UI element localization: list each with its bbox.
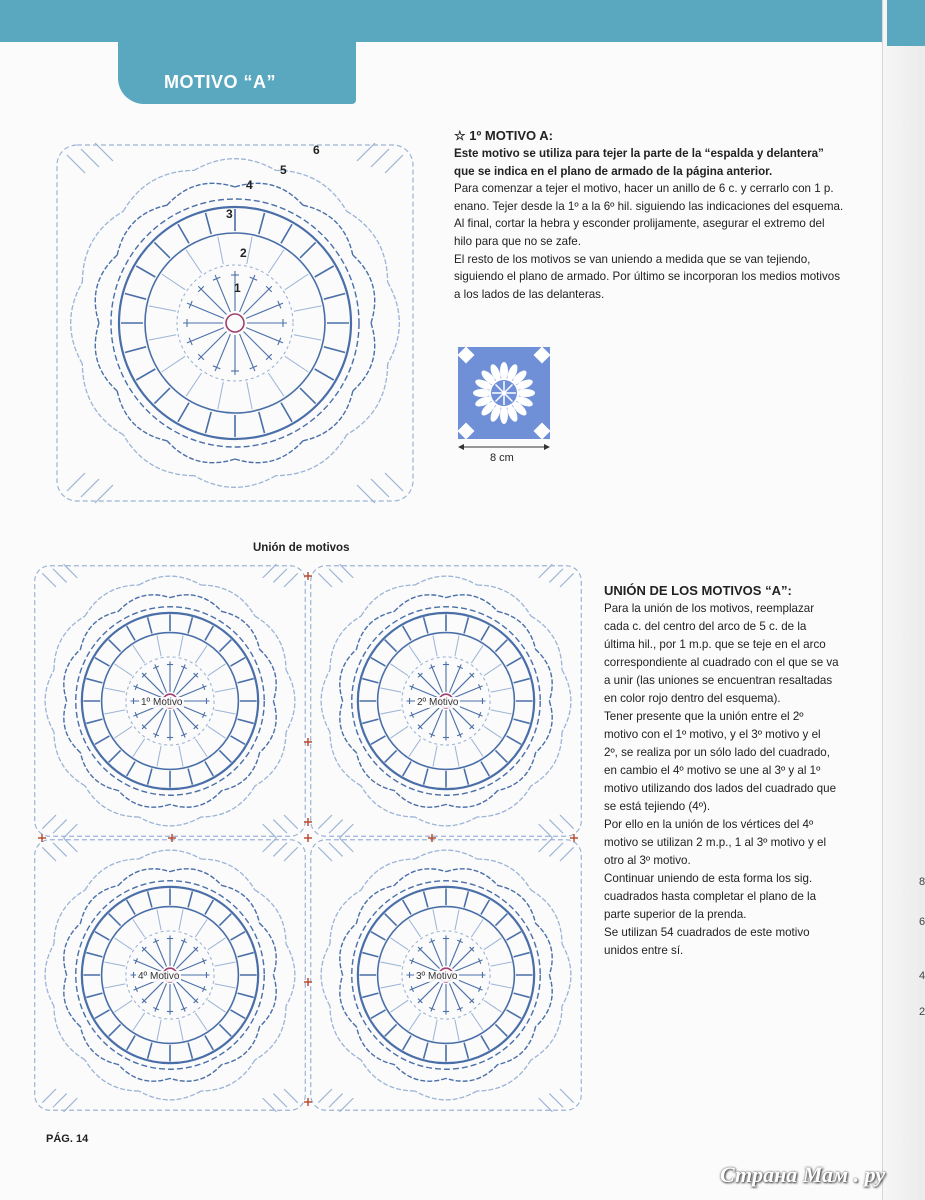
union-text [604, 600, 839, 960]
text-line: cada c. del centro del arco de 5 c. de la [604, 620, 807, 633]
text-line: motivo con el 1º motivo, y el 3º motivo y el [604, 728, 821, 741]
crochet-motif [57, 143, 413, 503]
star-icon: ☆ [454, 128, 466, 143]
round-number: 4 [246, 178, 253, 192]
edge-number: 2 [919, 1006, 925, 1018]
text-line: última hil., por 1 m.p. que se teje en el arco [604, 638, 826, 651]
swatch-dimension-line [458, 442, 550, 452]
text-line: Tener presente que la unión entre el 2º [604, 710, 804, 723]
text-line: que se indica en el plano de armado de la página anterior. [454, 164, 773, 178]
text-line: Al final, cortar la hebra y esconder prolijamente, asegurar el extremo del [454, 217, 825, 231]
next-page-band [887, 0, 925, 46]
motif-a-heading: ☆ 1º MOTIVO A: [454, 128, 553, 143]
text-line: correspondiente al cuadrado con el que se va [604, 656, 839, 669]
text-line: en color rojo dentro del esquema). [604, 692, 781, 705]
text-line: otro al 3º motivo. [604, 854, 691, 867]
page-title: MOTIVO “A” [164, 72, 276, 92]
union-heading: UNIÓN DE LOS MOTIVOS “A”: [604, 583, 792, 598]
motif-a-text [454, 145, 843, 303]
round-number: 2 [240, 246, 247, 260]
next-page-edge [882, 0, 925, 1200]
round-number: 6 [313, 143, 320, 157]
watermark-logo: Страна Мам . ру [720, 1162, 886, 1187]
text-line: Este motivo se utiliza para tejer la parte de la “espalda y delantera” [454, 147, 824, 160]
text-line: Se utilizan 54 cuadrados de este motivo [604, 926, 810, 939]
motif-label: 1º Motivo [141, 697, 183, 708]
motif-label: 3º Motivo [416, 971, 458, 982]
text-line: El resto de los motivos se van uniendo a medida que se van tejiendo, [454, 252, 811, 266]
text-line: cuadrados hasta completar el plano de la [604, 890, 817, 903]
motif-a-crochet-diagram [40, 128, 430, 518]
text-line: Continuar uniendo de esta forma los sig. [604, 872, 813, 885]
text-line: enano. Tejer desde la 1º a la 6º hil. siguiendo las indicaciones del esquema. [454, 199, 844, 213]
motif-label: 2º Motivo [417, 697, 459, 708]
motif-swatch [458, 347, 550, 439]
text-line: motivo utilizando dos lados del cuadrado que [604, 782, 837, 795]
text-line: a los lados de las delanteras. [454, 287, 605, 301]
union-diagram-title: Unión de motivos [253, 542, 350, 554]
text-line: en cambio el 4º motivo se une al 3º y al 1º [604, 764, 821, 777]
edge-number: 8 [919, 876, 925, 888]
round-number: 5 [280, 163, 287, 177]
text-line: 2º, se realiza por un sólo lado del cuadrado, [604, 746, 830, 759]
title-tab [118, 42, 356, 104]
page-number: PÁG. 14 [46, 1133, 89, 1145]
edge-number: 6 [919, 916, 925, 928]
text-line: unidos entre sí. [604, 944, 684, 957]
text-line: motivo se utilizan 2 m.p., 1 al 3º motivo y el [604, 836, 827, 849]
text-line: se está tejiendo (4º). [604, 800, 711, 813]
swatch-size-label: 8 cm [490, 452, 514, 464]
text-line: Para comenzar a tejer el motivo, hacer un anillo de 6 c. y cerrarlo con 1 p. [454, 182, 834, 196]
edge-number: 4 [919, 970, 925, 982]
text-line: siguiendo el plano de armado. Por último se incorporan los medios motivos [454, 270, 841, 284]
text-line: Por ello en la unión de los vértices del 4º [604, 818, 814, 831]
text-line: parte superior de la prenda. [604, 908, 747, 921]
text-line: a unir (las uniones se encuentran resaltadas [604, 674, 833, 687]
text-line: Para la unión de los motivos, reemplazar [604, 602, 815, 615]
motif-label: 4º Motivo [138, 971, 180, 982]
header-band [0, 0, 905, 42]
round-number: 3 [226, 207, 233, 221]
union-crochet-diagram [32, 562, 584, 1120]
text-line: hilo para que no se zafe. [454, 234, 581, 248]
round-number: 1 [234, 281, 241, 295]
